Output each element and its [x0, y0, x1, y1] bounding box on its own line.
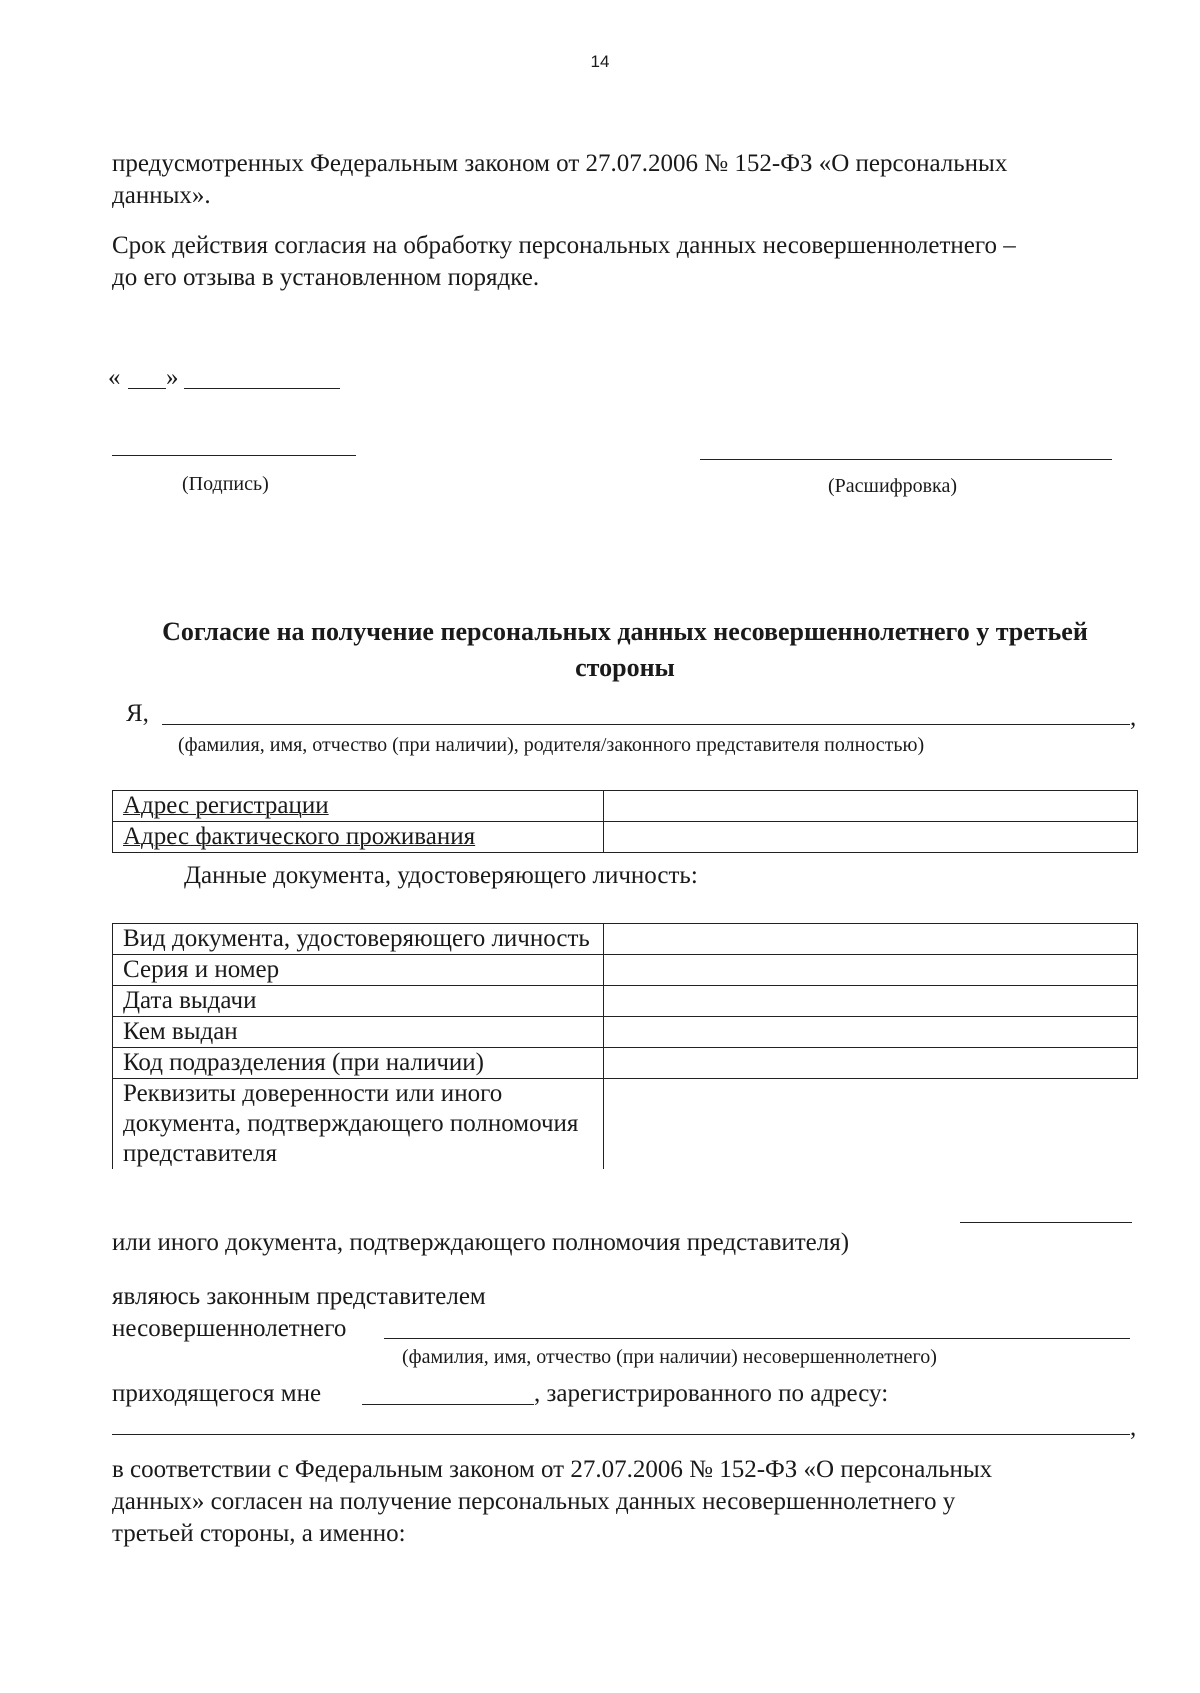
- doc-code-label: Код подразделения (при наличии): [113, 1048, 604, 1079]
- table-row: [113, 955, 1138, 986]
- minor-line-2-prefix: несовершеннолетнего: [112, 1315, 347, 1342]
- date-close-quote: »: [166, 364, 179, 391]
- minor-caption: (фамилия, имя, отчество (при наличии) несовершеннолетнего): [402, 1346, 937, 1368]
- doc-code-value[interactable]: [604, 1048, 1138, 1079]
- parent-suffix: ,: [1130, 704, 1137, 731]
- date-month-year-line: [184, 388, 340, 389]
- date-open-quote: «: [108, 364, 121, 391]
- term-line-1: Срок действия согласия на обработку персональных данных несовершеннолетнего –: [112, 232, 1016, 259]
- parent-name-line[interactable]: [162, 724, 1130, 725]
- address-actual-value[interactable]: [604, 822, 1138, 853]
- after-table-text: или иного документа, подтверждающего полномочия представителя): [112, 1229, 850, 1256]
- parent-prefix: Я,: [126, 700, 149, 727]
- intro-line-1: предусмотренных Федеральным законом от 27.07.2006 № 152-ФЗ «О персональных: [112, 150, 1008, 177]
- address-actual-label: Адрес фактического проживания: [113, 822, 604, 853]
- table-row: [113, 1079, 1138, 1170]
- closing-line-1: в соответствии с Федеральным законом от 27.07.2006 № 152-ФЗ «О персональных: [112, 1456, 993, 1483]
- date-day-line: [128, 388, 166, 389]
- minor-birth-prefix: приходящегося мне: [112, 1380, 322, 1407]
- minor-birth-suffix: , зарегистрированного по адресу:: [534, 1380, 889, 1407]
- document-heading: Данные документа, удостоверяющего личность:: [184, 862, 698, 889]
- decode-line[interactable]: [700, 459, 1112, 460]
- section-title-line-2: стороны: [575, 653, 675, 682]
- page-number: 14: [590, 52, 610, 71]
- table-row: [113, 1048, 1138, 1079]
- doc-issuer-value[interactable]: [604, 1017, 1138, 1048]
- closing-line-2: данных» согласен на получение персональных данных несовершеннолетнего у: [112, 1488, 956, 1515]
- doc-issuer-label: Кем выдан: [113, 1017, 604, 1048]
- table-row: [113, 791, 1138, 822]
- decode-caption: (Расшифровка): [828, 475, 957, 497]
- signature-line[interactable]: [112, 455, 356, 456]
- doc-series-label: Серия и номер: [113, 955, 604, 986]
- minor-address-line[interactable]: [112, 1434, 1130, 1435]
- doc-proxy-label: Реквизиты доверенности или иного документа, подтверждающего полномочия представителя: [113, 1079, 604, 1170]
- doc-series-value[interactable]: [604, 955, 1138, 986]
- doc-date-value[interactable]: [604, 986, 1138, 1017]
- address-registration-value[interactable]: [604, 791, 1138, 822]
- table-row: [113, 1017, 1138, 1048]
- signature-caption: (Подпись): [182, 473, 269, 495]
- minor-address-suffix: ,: [1130, 1414, 1137, 1441]
- doc-type-value[interactable]: [604, 924, 1138, 955]
- doc-proxy-value[interactable]: [604, 1079, 1138, 1170]
- minor-relation-line[interactable]: [362, 1404, 534, 1405]
- proxy-tail-line: [960, 1222, 1132, 1223]
- minor-name-line[interactable]: [384, 1338, 1130, 1339]
- address-table: [112, 790, 1138, 853]
- doc-date-label: Дата выдачи: [113, 986, 604, 1017]
- intro-line-2: данных».: [112, 182, 211, 209]
- address-registration-label: Адрес регистрации: [113, 791, 604, 822]
- table-row: [113, 986, 1138, 1017]
- table-row: [113, 924, 1138, 955]
- minor-line-1: являюсь законным представителем: [112, 1283, 486, 1310]
- document-table: [112, 923, 1138, 1169]
- closing-line-3: третьей стороны, а именно:: [112, 1520, 406, 1547]
- parent-caption: (фамилия, имя, отчество (при наличии), родителя/законного представителя полностью): [178, 734, 925, 756]
- term-line-2: до его отзыва в установленном порядке.: [112, 264, 540, 291]
- section-title-line-1: Согласие на получение персональных данных несовершеннолетнего у третьей: [162, 617, 1088, 646]
- table-row: [113, 822, 1138, 853]
- doc-type-label: Вид документа, удостоверяющего личность: [113, 924, 604, 955]
